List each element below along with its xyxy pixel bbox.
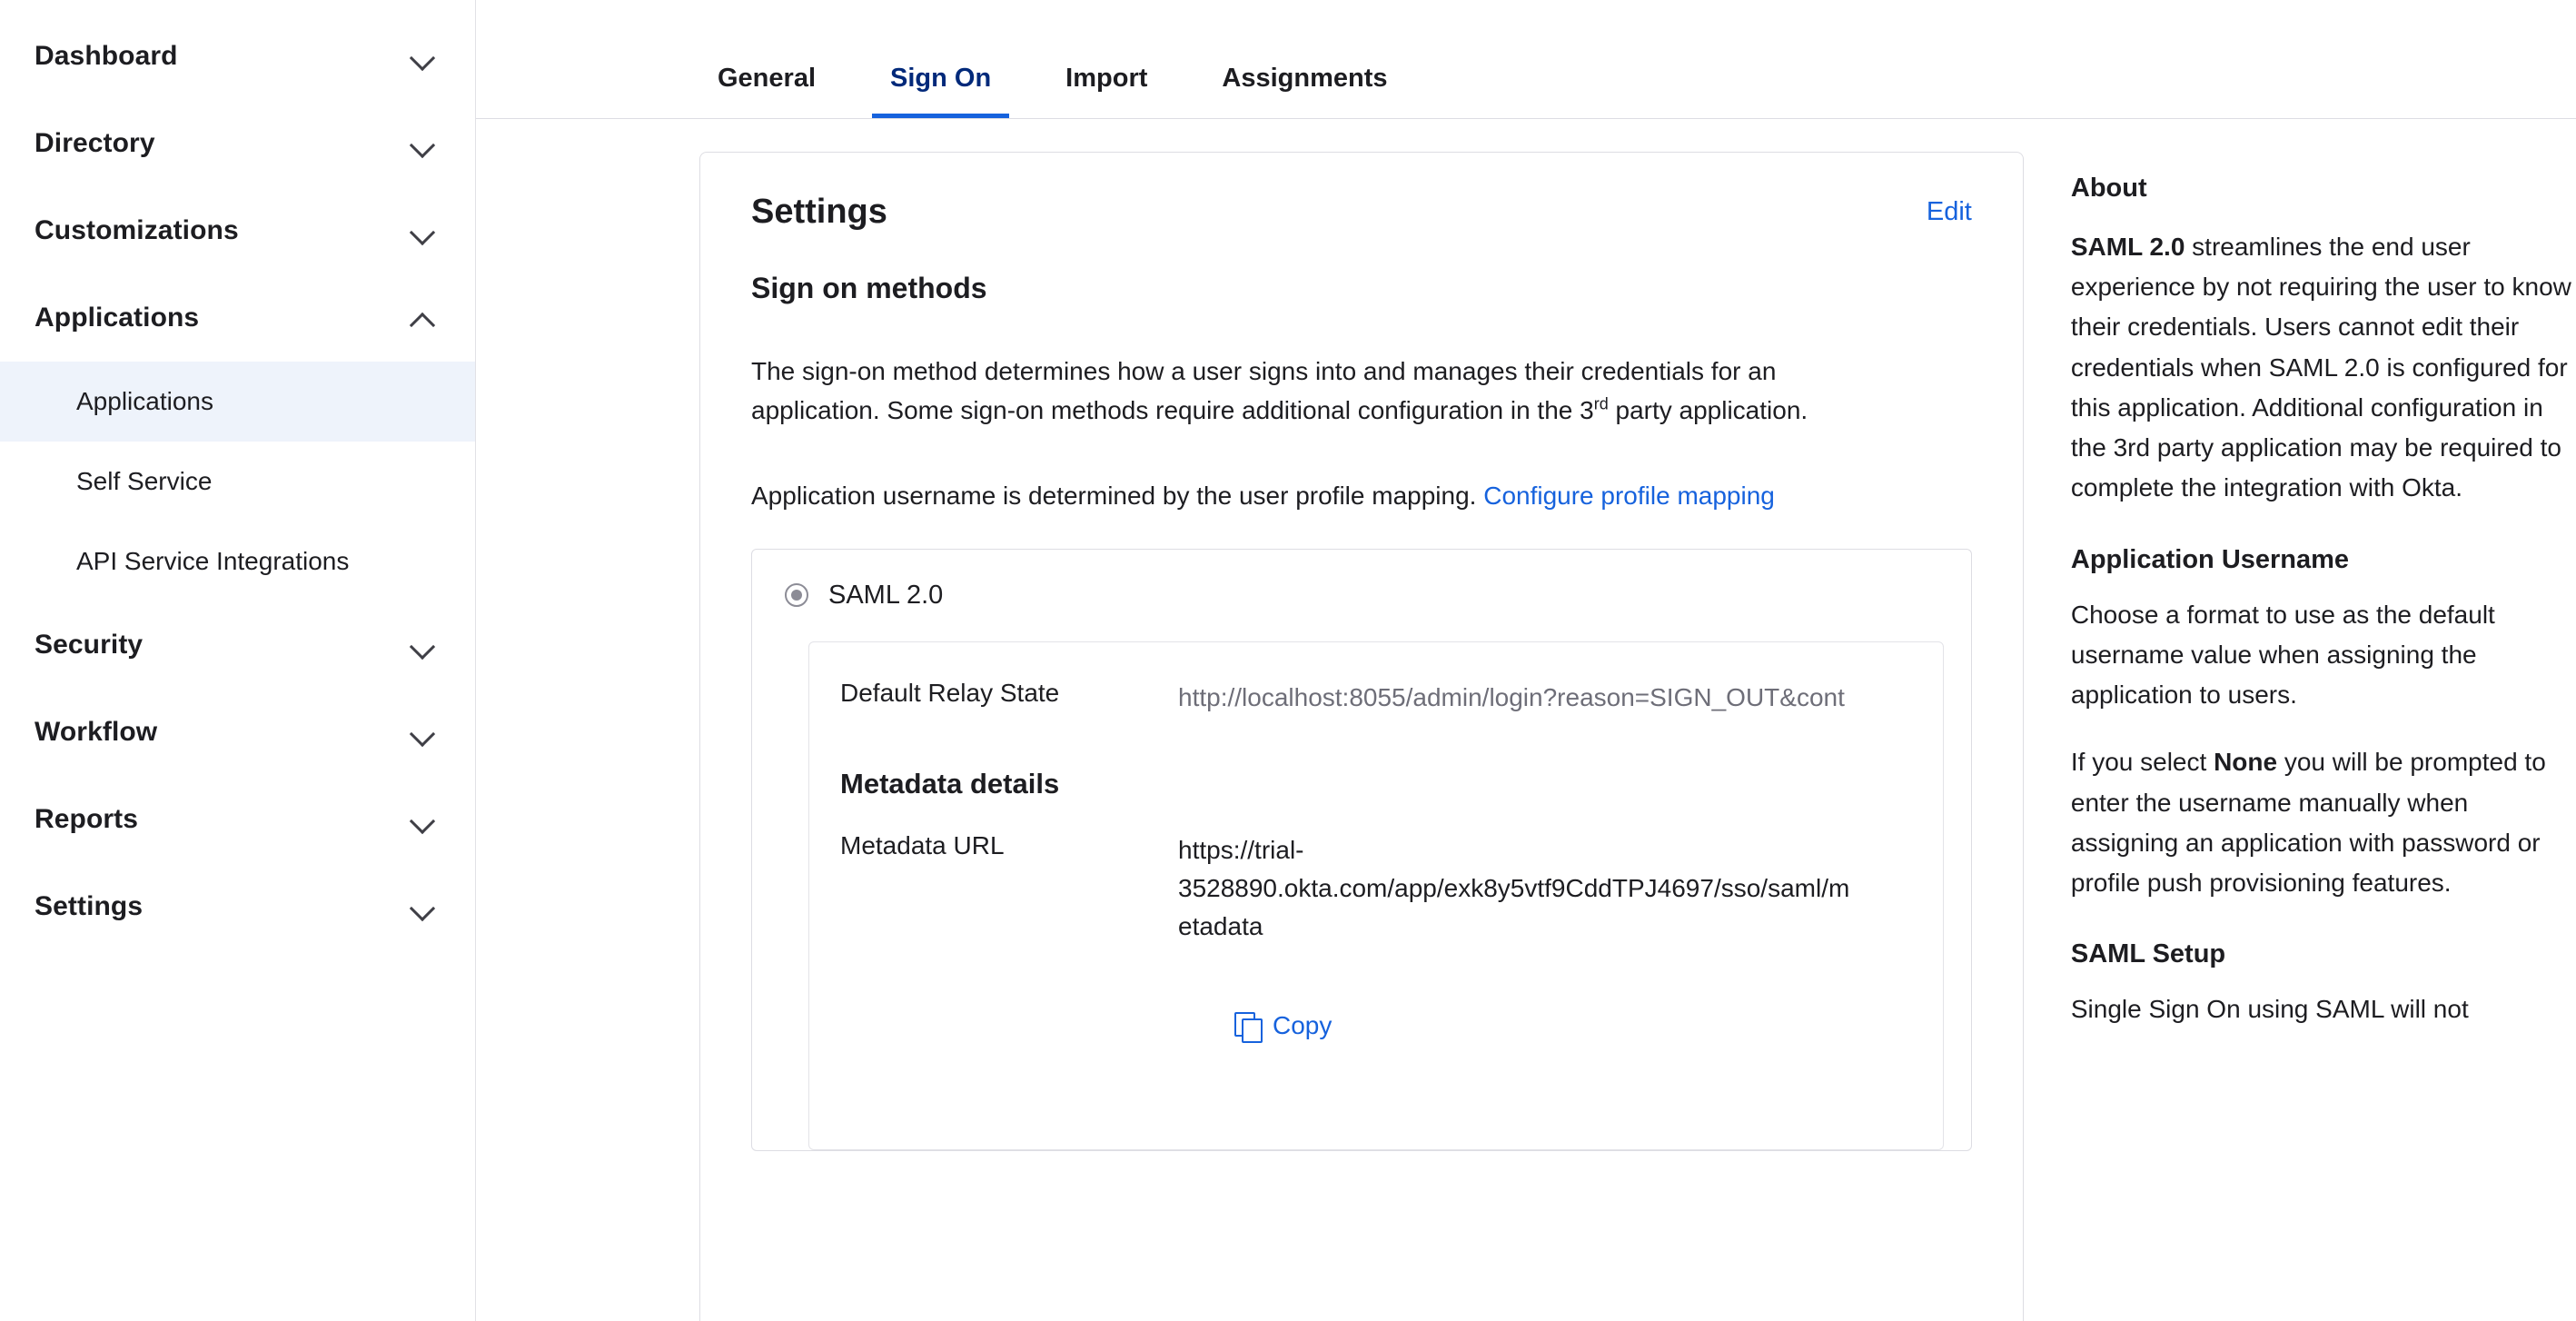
saml-method-label: SAML 2.0 <box>828 580 944 610</box>
sidebar-item-label: Security <box>35 630 144 660</box>
tab-import[interactable]: Import <box>1065 64 1148 93</box>
about-application-username-p2 <box>2071 742 2576 903</box>
sidebar-item-label: Settings <box>35 891 144 921</box>
sidebar-item-label: Reports <box>35 804 139 834</box>
sidebar-item-applications-child[interactable] <box>0 362 475 442</box>
application-username-description <box>700 455 1936 516</box>
metadata-url-value: https://trial-3528890.okta.com/app/exk8y5vtf9CddTPJ4697/sso/saml/metadata <box>1178 835 1850 940</box>
chevron-down-icon[interactable] <box>411 132 435 155</box>
chevron-down-icon[interactable] <box>411 895 435 919</box>
sidebar-item-applications[interactable] <box>0 274 475 362</box>
chevron-down-icon[interactable] <box>411 219 435 243</box>
copy-icon[interactable] <box>1234 1012 1260 1039</box>
about-saml-setup-paragraph: Single Sign On using SAML will not <box>2070 995 2469 1024</box>
edit-button[interactable]: Edit <box>1926 197 1972 226</box>
sidebar-item-label: Applications <box>35 303 200 333</box>
about-panel <box>2071 152 2576 1321</box>
about-saml-paragraph <box>2071 227 2576 509</box>
default-relay-state-value: http://localhost:8055/admin/login?reason=SIGN_OUT&cont <box>1178 682 1845 711</box>
metadata-details-heading: Metadata details <box>840 767 1060 800</box>
sidebar-item-customizations[interactable] <box>0 187 475 274</box>
sidebar-item-label: Customizations <box>35 215 239 245</box>
default-relay-state-label: Default Relay State <box>840 678 1060 707</box>
chevron-up-icon[interactable] <box>411 306 435 330</box>
sidebar-item-workflow[interactable] <box>0 689 475 776</box>
about-username-none: None <box>2214 748 2278 777</box>
copy-button-label: Copy <box>1273 1010 1333 1039</box>
saml-settings-panel <box>808 641 1944 1150</box>
about-saml-setup-heading: SAML Setup <box>2070 939 2226 969</box>
ordinal-suffix: rd <box>1593 394 1609 413</box>
settings-card <box>699 152 2024 1321</box>
about-username-part-2: you will be prompted to enter the username manually when assigning an application with password or profile push provisioning features. <box>2070 748 2546 898</box>
default-relay-state-row <box>840 679 1912 748</box>
sidebar-item-directory[interactable] <box>0 100 475 187</box>
chevron-down-icon[interactable] <box>411 808 435 831</box>
about-saml-strong: SAML 2.0 <box>2070 233 2185 261</box>
sidebar-item-settings[interactable] <box>0 863 475 950</box>
metadata-url-label: Metadata URL <box>840 830 1005 859</box>
about-saml-text: streamlines the end user experience by not requiring the user to know their credentials. Users cannot edit their credentials when SAML 2.0 is configured for this application. Additional configuration in the 3rd party application may be required to complete the integration with Okta. <box>2070 233 2571 502</box>
saml-radio-row[interactable] <box>752 581 1971 611</box>
tab-general[interactable]: General <box>718 64 816 93</box>
sidebar-item-label: Workflow <box>35 717 158 747</box>
sidebar-item-label: Applications <box>76 387 213 415</box>
sign-on-methods-description <box>700 331 1936 430</box>
chevron-down-icon[interactable] <box>411 45 435 68</box>
sidebar-item-label: API Service Integrations <box>76 547 350 575</box>
sidebar <box>0 0 476 1321</box>
about-application-username-p1: Choose a format to use as the default username value when assigning the application to users. <box>2070 600 2495 710</box>
page-title: Settings <box>751 193 887 231</box>
sidebar-item-security[interactable] <box>0 601 475 689</box>
sidebar-item-self-service[interactable] <box>0 442 475 521</box>
configure-profile-mapping-link[interactable]: Configure profile mapping <box>1483 482 1775 511</box>
sidebar-item-label: Self Service <box>76 467 213 495</box>
description-part-2: party application. <box>1608 395 1808 424</box>
metadata-url-row <box>840 831 1912 977</box>
chevron-down-icon[interactable] <box>411 720 435 744</box>
chevron-down-icon[interactable] <box>411 633 435 657</box>
sidebar-item-label: Dashboard <box>35 41 178 71</box>
settings-card-header <box>700 153 2023 241</box>
content-area <box>476 119 2576 1321</box>
username-mapping-text: Application username is determined by the user profile mapping. <box>751 482 1477 511</box>
sign-on-method-option[interactable] <box>751 549 1972 1151</box>
tab-assignments[interactable]: Assignments <box>1222 64 1388 93</box>
radio-icon[interactable] <box>785 583 808 607</box>
sidebar-item-dashboard[interactable] <box>0 13 475 100</box>
sidebar-item-reports[interactable] <box>0 776 475 863</box>
description-part-1: The sign-on method determines how a user signs into and manages their credentials for an application. Some sign-on methods require additional configuration in the 3 <box>751 357 1777 424</box>
main-content <box>476 0 2576 1321</box>
about-heading: About <box>2070 174 2147 203</box>
about-application-username-heading: Application Username <box>2070 544 2350 574</box>
copy-metadata-url-button[interactable] <box>1178 1011 1912 1040</box>
sidebar-item-label: Directory <box>35 128 155 158</box>
tab-sign-on[interactable]: Sign On <box>872 64 1009 118</box>
sign-on-methods-heading: Sign on methods <box>751 272 987 304</box>
tab-strip <box>476 0 2576 119</box>
about-username-part-1: If you select <box>2070 748 2214 777</box>
sidebar-item-api-service-integrations[interactable] <box>0 521 475 601</box>
